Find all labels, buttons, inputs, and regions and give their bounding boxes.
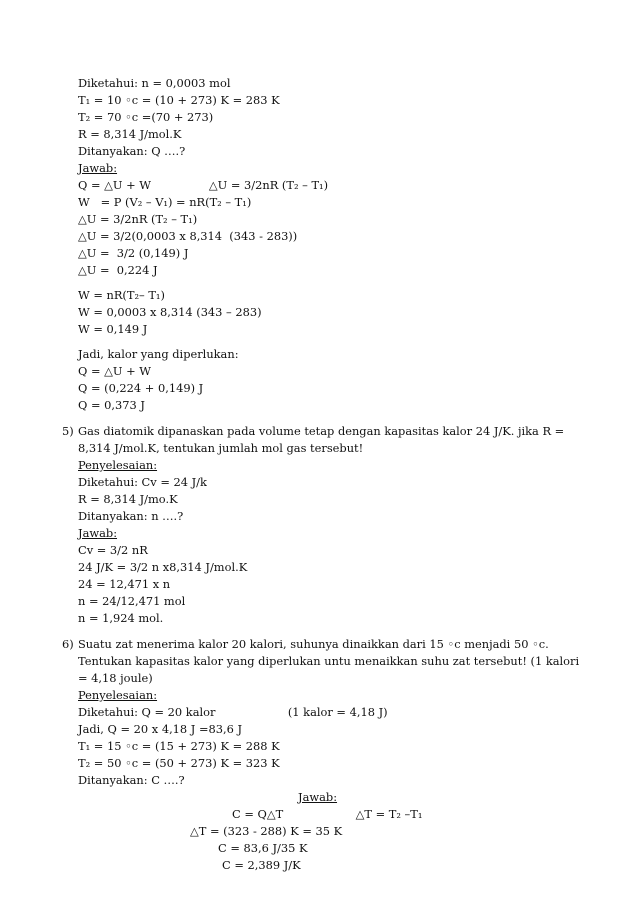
text-line: T₂ = 70 ◦c =(70 + 273) [78, 110, 214, 124]
question-line: Tentukan kapasitas kalor yang diperlukan untu menaikkan suhu zat tersebut! (1 kalori [78, 654, 580, 668]
equation-line: W = 0,149 J [78, 322, 148, 336]
equation-line: Q = 0,373 J [78, 398, 145, 412]
text-line: Jadi, kalor yang diperlukan: [78, 347, 239, 361]
equation-line: Q = △U + W [78, 364, 151, 378]
text-line: Diketahui: n = 0,0003 mol [78, 76, 231, 90]
text-line: Ditanyakan: Q ….? [78, 144, 186, 158]
section-heading: Jawab: [78, 526, 118, 540]
text-line: T₁ = 10 ◦c = (10 + 273) K = 283 K [78, 93, 280, 107]
equation-line: △T = (323 - 288) K = 35 K [190, 824, 343, 838]
equation-line: Cv = 3/2 nR [78, 543, 148, 557]
text-line: Ditanyakan: n ….? [78, 509, 184, 523]
equation-line: Q = (0,224 + 0,149) J [78, 381, 204, 395]
question-line: 8,314 J/mol.K, tentukan jumlah mol gas tersebut! [78, 441, 364, 455]
equation-line: 24 = 12,471 x n [78, 577, 171, 591]
question-line: Suatu zat menerima kalor 20 kalori, suhunya dinaikkan dari 15 ◦c menjadi 50 ◦c. [78, 637, 549, 651]
problem-number: 6) [62, 637, 74, 651]
equation-line: C = 83,6 J/35 K [218, 841, 308, 855]
equation-line: Jadi, Q = 20 x 4,18 J =83,6 J [78, 722, 243, 736]
equation-line: △U = 0,224 J [78, 263, 158, 277]
text-line: Ditanyakan: C ….? [78, 773, 185, 787]
equation-line: 24 J/K = 3/2 n x8,314 J/mol.K [78, 560, 248, 574]
section-heading: Penyelesaian: [78, 458, 158, 472]
equation-line: △U = 3/2(0,0003 x 8,314 (343 - 283)) [78, 229, 298, 243]
equation-line: △U = 3/2nR (T₂ – T₁) [78, 212, 198, 226]
equation-line: n = 24/12,471 mol [78, 594, 186, 608]
equation-line: Q = △U + W △U = 3/2nR (T₂ – T₁) [78, 178, 329, 192]
section-heading: Penyelesaian: [78, 688, 158, 702]
equation-line: W = P (V₂ – V₁) = nR(T₂ – T₁) [78, 195, 252, 209]
equation-line: W = 0,0003 x 8,314 (343 – 283) [78, 305, 262, 319]
equation-line: △U = 3/2 (0,149) J [78, 246, 189, 260]
section-heading: Jawab: [78, 161, 118, 175]
equation-line: W = nR(T₂– T₁) [78, 288, 165, 302]
text-line: Diketahui: Cv = 24 J/k [78, 475, 207, 489]
equation-line: C = 2,389 J/K [222, 858, 301, 872]
problem-number: 5) [62, 424, 74, 438]
section-heading: Jawab: [298, 790, 338, 804]
equation-line: T₁ = 15 ◦c = (15 + 273) K = 288 K [78, 739, 280, 753]
question-line: Gas diatomik dipanaskan pada volume tetap dengan kapasitas kalor 24 J/K. jika R = [78, 424, 565, 438]
text-line: R = 8,314 J/mol.K [78, 127, 182, 141]
text-line: Diketahui: Q = 20 kalor (1 kalor = 4,18 J) [78, 705, 388, 719]
equation-line: C = Q△T △T = T₂ –T₁ [232, 807, 423, 821]
equation-line: T₂ = 50 ◦c = (50 + 273) K = 323 K [78, 756, 280, 770]
question-line: = 4,18 joule) [78, 671, 153, 685]
equation-line: n = 1,924 mol. [78, 611, 164, 625]
text-line: R = 8,314 J/mo.K [78, 492, 178, 506]
